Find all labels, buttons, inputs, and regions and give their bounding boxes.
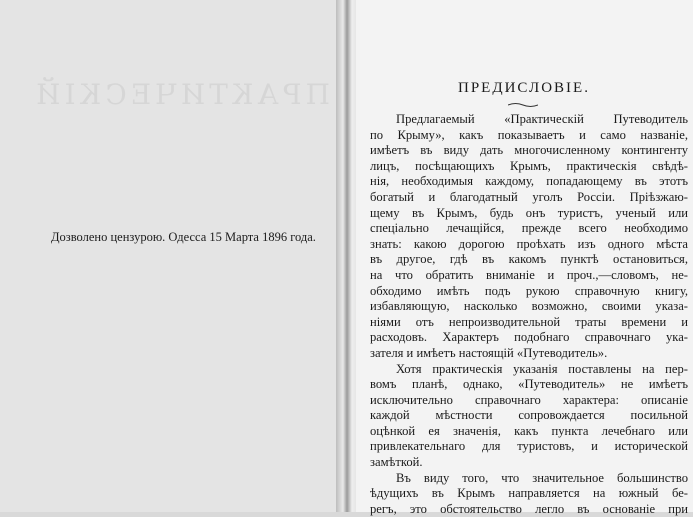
title-ornament: [508, 102, 538, 108]
book-gutter: [336, 0, 356, 512]
right-page: [356, 0, 693, 516]
text-line: щему въ Крымъ, будь онъ туристъ, ученый или: [370, 205, 688, 220]
censor-note: Дозволено цензурою. Одесса 15 Марта 1896 года.: [51, 230, 316, 244]
text-line: лицъ, посѣщающихъ Крымъ, практическія свѣдѣ-: [370, 158, 688, 173]
bleed-through-text: ПРАКТИЧЕСКІЙ: [32, 78, 330, 111]
text-line: оцѣнкой ея значенія, какъ пункта лечебнаго или: [370, 423, 688, 438]
preface-text: [370, 112, 688, 517]
text-line: имѣетъ въ виду дать многочисленному контингенту: [370, 143, 688, 158]
text-line: расходовъ. Характеръ подобнаго справочнаго ука-: [370, 330, 688, 345]
text-line: каждой мѣстности сопровождается посильной: [370, 408, 688, 423]
text-line: нія, необходимыя каждому, попадающему въ этотъ: [370, 174, 688, 189]
text-line: по Крыму», какъ показываетъ и само названіе,: [370, 127, 688, 142]
text-line: обходимо имѣть подъ рукою справочную книгу,: [370, 283, 688, 298]
text-line: ѣдущихъ въ Крымъ направляется на южный бе-: [370, 486, 688, 501]
text-line: Хотя практическія указанія поставлены на пер-: [396, 361, 688, 376]
text-line: ніями отъ непроизводительной траты времени и: [370, 314, 688, 329]
text-line: вомъ планѣ, однако, «Путеводитель» не имѣетъ: [370, 377, 688, 392]
text-line: исключительно справочнаго характера: описаніе: [370, 392, 688, 407]
text-line: замѣткой.: [370, 455, 423, 470]
text-line: знать: какою дорогою проѣхать изъ одного мѣста: [370, 236, 688, 251]
text-line: на что обратить вниманіе и проч.,—словомъ, не-: [370, 267, 688, 282]
text-line: зателя и имѣетъ настоящій «Путеводитель».: [370, 345, 608, 360]
text-line: регъ, это обстоятельство легло въ основаніе при: [370, 501, 688, 516]
text-line: спеціально лечащійся, прежде всего необходимо: [370, 221, 688, 236]
text-line: въ другое, гдѣ въ какомъ пунктѣ остановиться,: [370, 252, 688, 267]
left-page: [0, 0, 340, 512]
text-line: избавляющую, насколько возможно, своими указа-: [370, 299, 688, 314]
text-line: богатый и благодатный уголъ Россіи. Пріѣзжаю-: [370, 189, 688, 204]
text-line: Въ виду того, что значительное большинство: [396, 470, 688, 485]
text-line: привлекательнаго для туристовъ, и исторической: [370, 439, 688, 454]
page-title: ПРЕДИСЛОВІЕ.: [458, 80, 590, 96]
text-line: Предлагаемый «Практическій Путеводитель: [396, 112, 688, 126]
